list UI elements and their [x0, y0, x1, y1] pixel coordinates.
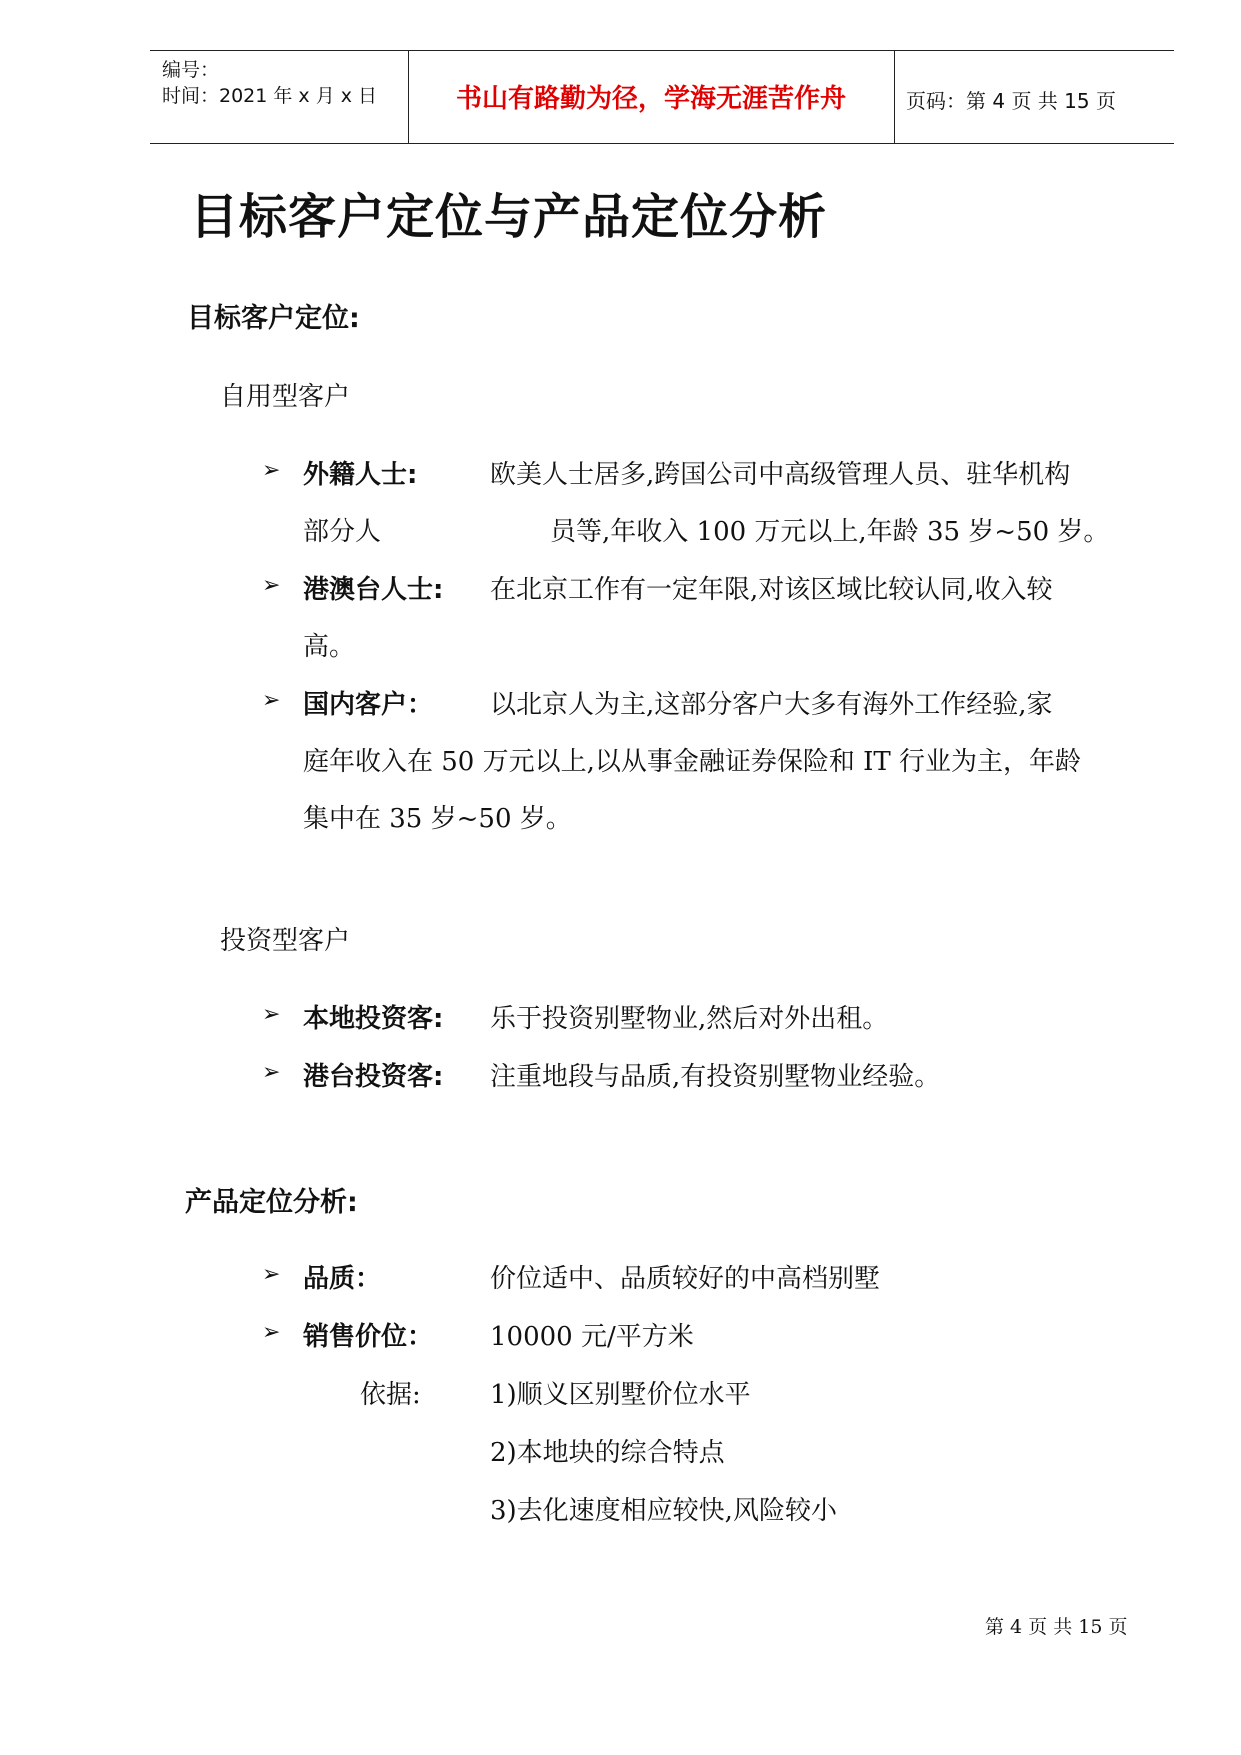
list-item-term: 本地投资客:	[303, 1004, 444, 1034]
header-meta-cell	[150, 51, 409, 143]
list-item-text: 乐于投资别墅物业,然后对外出租。	[490, 1004, 889, 1034]
bullet-arrow-icon: ➢	[262, 688, 281, 713]
section-heading-product-positioning: 产品定位分析:	[185, 1187, 358, 1218]
document-time-label: 时间：2021 年 x 月 x 日	[162, 85, 378, 107]
bullet-arrow-icon: ➢	[262, 1262, 281, 1287]
page-header	[150, 50, 1174, 144]
bullet-arrow-icon: ➢	[262, 1320, 281, 1345]
list-item-text: 10000 元/平方米	[490, 1322, 694, 1352]
list-item-text: 员等,年收入 100 万元以上,年龄 35 岁~50 岁。	[550, 517, 1110, 547]
bullet-arrow-icon: ➢	[262, 573, 281, 598]
list-item-text: 在北京工作有一定年限,对该区域比较认同,收入较	[490, 575, 1053, 605]
list-item-text: 高。	[303, 632, 356, 662]
list-item-term: 销售价位：	[303, 1322, 434, 1352]
list-item-text: 部分人	[303, 517, 382, 547]
section-heading-target-customers: 目标客户定位:	[187, 303, 360, 334]
list-item-text: 价位适中、品质较好的中高档别墅	[490, 1264, 881, 1294]
subheading-investment: 投资型客户	[220, 926, 351, 956]
header-page-cell	[894, 51, 1174, 143]
list-item-text: 以北京人为主,这部分客户大多有海外工作经验,家	[490, 690, 1053, 720]
document-title: 目标客户定位与产品定位分析	[190, 189, 828, 245]
list-item-term: 外籍人士:	[303, 460, 418, 490]
list-item-term: 品质：	[303, 1264, 382, 1294]
subheading-self-use: 自用型客户	[220, 382, 351, 412]
basis-item: 2)本地块的综合特点	[490, 1438, 725, 1468]
list-item-text: 欧美人士居多,跨国公司中高级管理人员、驻华机构	[490, 460, 1071, 490]
header-page-info: 页码：第 4 页 共 15 页	[906, 89, 1116, 113]
basis-item: 3)去化速度相应较快,风险较小	[490, 1496, 837, 1526]
list-item-text: 集中在 35 岁~50 岁。	[303, 804, 572, 834]
page-footer: 第 4 页 共 15 页	[985, 1616, 1128, 1638]
document-number-label: 编号：	[162, 59, 220, 81]
header-motto-cell	[408, 51, 895, 143]
bullet-arrow-icon: ➢	[262, 1060, 281, 1085]
list-item-text: 注重地段与品质,有投资别墅物业经验。	[490, 1062, 941, 1092]
bullet-arrow-icon: ➢	[262, 1002, 281, 1027]
basis-item: 1)顺义区别墅价位水平	[490, 1380, 751, 1410]
list-item-term: 港台投资客:	[303, 1062, 444, 1092]
list-item-term: 国内客户：	[303, 690, 434, 720]
list-item-text: 庭年收入在 50 万元以上,以从事金融证券保险和 IT 行业为主，年龄	[303, 747, 1082, 777]
basis-label: 依据:	[360, 1380, 421, 1410]
bullet-arrow-icon: ➢	[262, 458, 281, 483]
list-item-term: 港澳台人士:	[303, 575, 444, 605]
header-motto: 书山有路勤为径，学海无涯苦作舟	[455, 84, 846, 114]
